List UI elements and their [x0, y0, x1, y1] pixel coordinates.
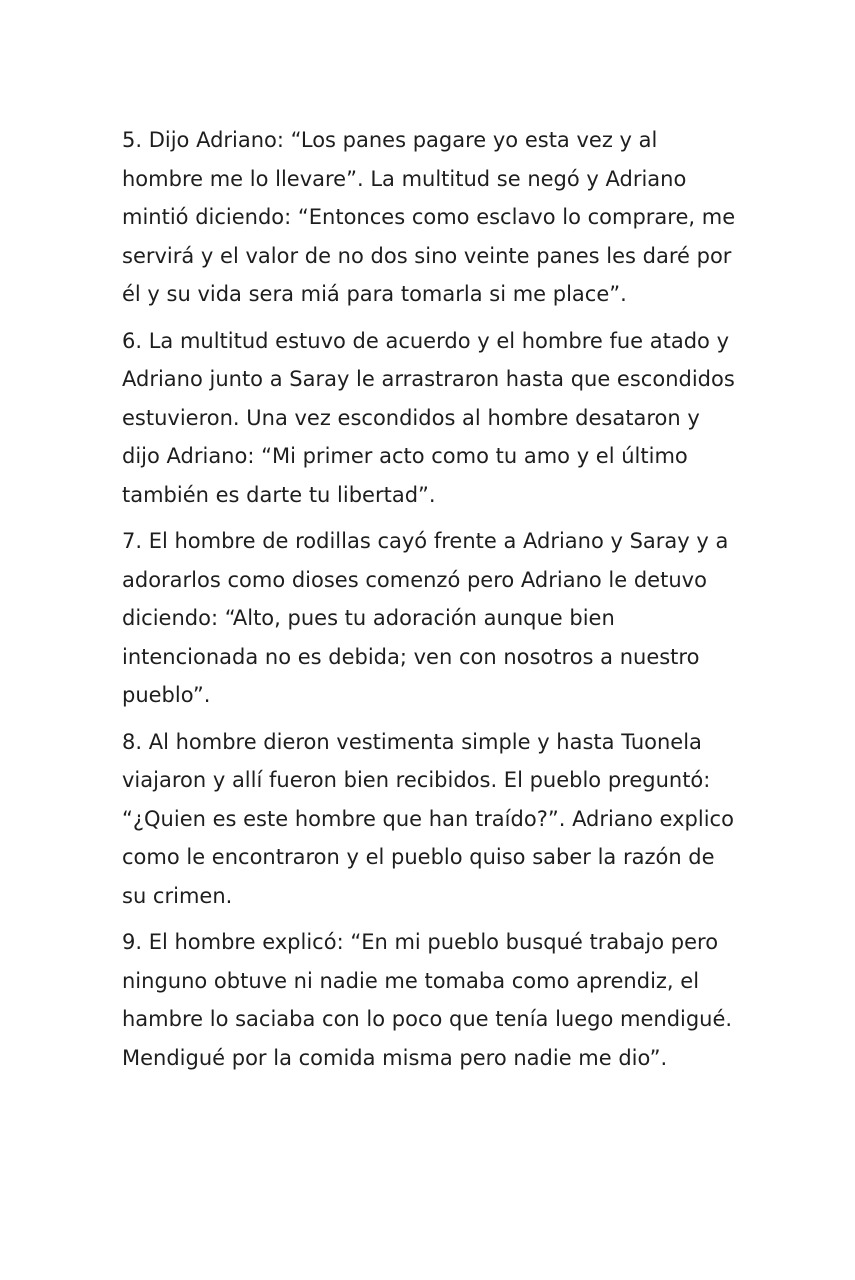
- paragraph-5: [122, 121, 737, 314]
- text-line: su crimen.: [122, 883, 233, 908]
- text-line: él y su vida sera miá para tomarla si me place”.: [122, 282, 627, 306]
- text-line: hambre lo saciaba con lo poco que tenía luego mendigué.: [122, 1007, 733, 1031]
- text-line: mintió diciendo: “Entonces como esclavo lo comprare, me: [122, 205, 736, 229]
- text-line: 5. Dijo Adriano: “Los panes pagare yo esta vez y al: [122, 128, 658, 152]
- paragraph-9: [122, 923, 737, 1077]
- text-line: también es darte tu libertad”.: [122, 482, 436, 507]
- text-line: Mendigué por la comida misma pero nadie me dio”.: [122, 1045, 668, 1070]
- text-line: “¿Quien es este hombre que han traído?”. Adriano explico: [122, 806, 734, 831]
- text-line: estuvieron. Una vez escondidos al hombre desataron y: [122, 405, 700, 430]
- text-line: ninguno obtuve ni nadie me tomaba como aprendiz, el: [122, 968, 700, 993]
- text-line: adorarlos como dioses comenzó pero Adriano le detuvo: [122, 567, 707, 592]
- text-line: pueblo”.: [122, 683, 211, 707]
- text-line: viajaron y allí fueron bien recibidos. El pueblo preguntó:: [122, 768, 711, 792]
- text-line: diciendo: “Alto, pues tu adoración aunque bien: [122, 606, 615, 630]
- text-line: dijo Adriano: “Mi primer acto como tu amo y el último: [122, 444, 688, 468]
- text-line: servirá y el valor de no dos sino veinte panes les daré por: [122, 243, 732, 268]
- text-line: hombre me lo llevare”. La multitud se negó y Adriano: [122, 166, 687, 191]
- paragraph-6: [122, 322, 737, 515]
- text-line: 7. El hombre de rodillas cayó frente a Adriano y Saray y a: [122, 529, 729, 553]
- paragraph-7: [122, 522, 737, 715]
- document-body: [122, 121, 737, 1085]
- text-line: 6. La multitud estuvo de acuerdo y el hombre fue atado y: [122, 328, 730, 353]
- text-line: 8. Al hombre dieron vestimenta simple y hasta Tuonela: [122, 729, 702, 754]
- paragraph-8: [122, 723, 737, 916]
- text-line: 9. El hombre explicó: “En mi pueblo busqué trabajo pero: [122, 930, 719, 954]
- text-line: intencionada no es debida; ven con nosotros a nuestro: [122, 644, 700, 669]
- text-line: Adriano junto a Saray le arrastraron hasta que escondidos: [122, 367, 735, 391]
- text-line: como le encontraron y el pueblo quiso saber la razón de: [122, 845, 715, 869]
